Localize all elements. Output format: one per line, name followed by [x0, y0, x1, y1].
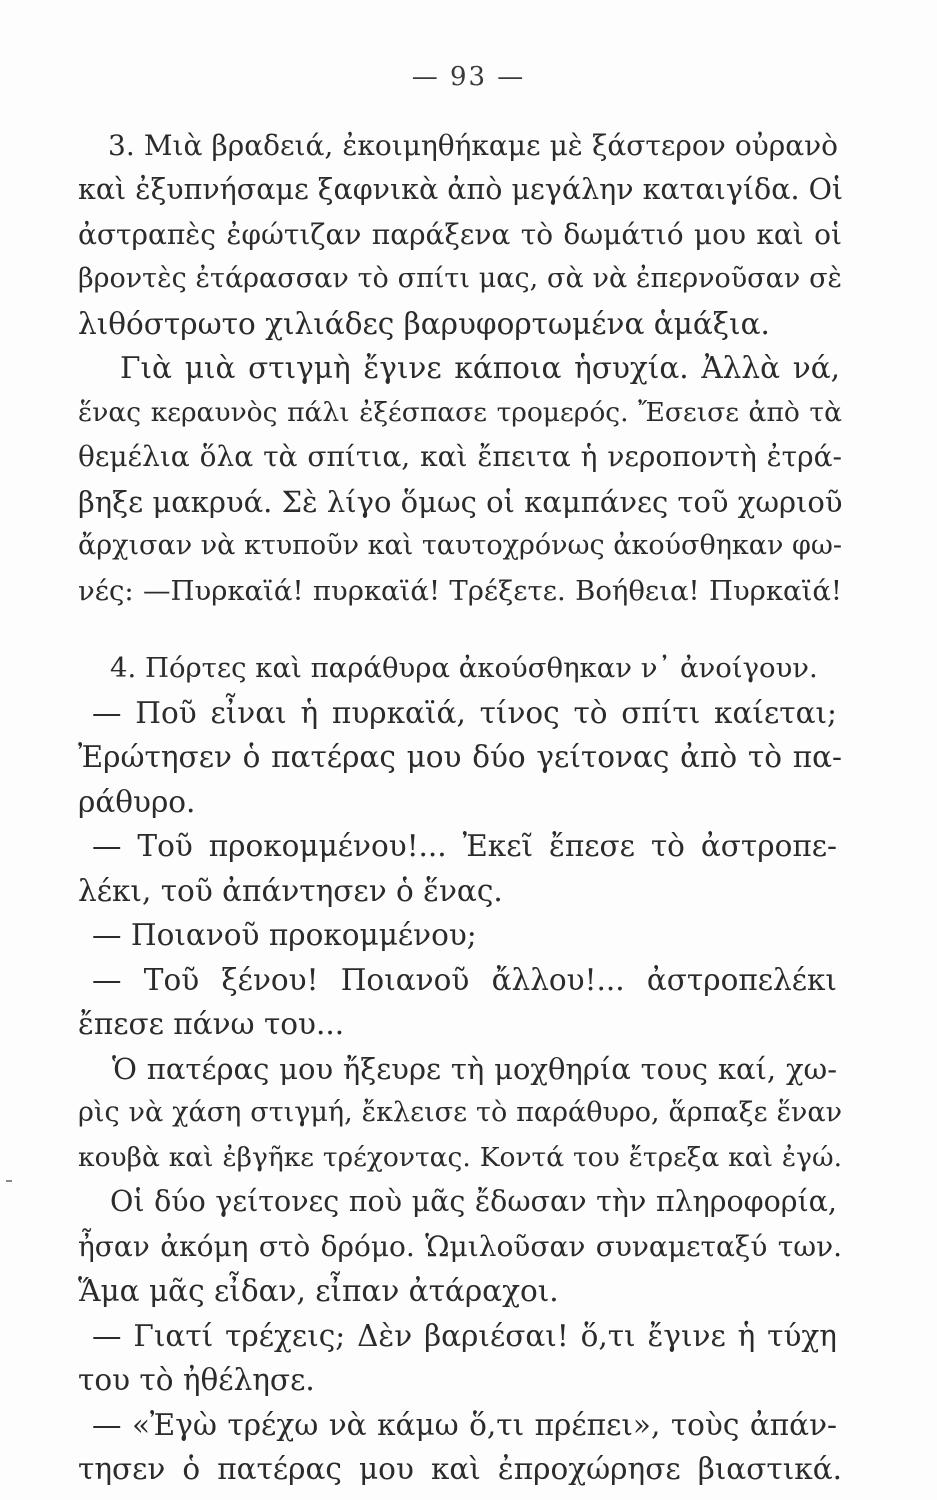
text-line: — «Ἐγὼ τρέχω νὰ κάμω ὅ,τι πρέπει», τοὺς ἀπάν- [92, 1408, 837, 1442]
text-line: Ἅμα μᾶς εἶδαν, εἶπαν ἀτάραχοι. [78, 1274, 559, 1308]
text-line: βροντὲς ἐτάρασσαν τὸ σπίτι μας, σὰ νὰ ἐπερνοῦσαν σὲ [78, 263, 842, 294]
text-line: — Τοῦ προκομμένου!... Ἐκεῖ ἔπεσε τὸ ἀστροπε- [92, 829, 837, 863]
text-line: θεμέλια ὅλα τὰ σπίτια, καὶ ἔπειτα ἡ νεροποντὴ ἐτρά- [78, 440, 842, 473]
text-line: — Γιατί τρέχεις; Δὲν βαριέσαι! ὅ,τι ἔγινε ἡ τύχη [92, 1319, 837, 1353]
text-line: νές: —Πυρκαϊά! πυρκαϊά! Τρέξετε. Βοήθεια! Πυρκαϊά! [78, 575, 842, 607]
text-line: 3. Μιὰ βραδειά, ἐκοιμηθήκαμε μὲ ξάστερον οὐρανὸ [108, 129, 838, 162]
text-line: — Ποιανοῦ προκομμένου; [92, 918, 477, 952]
text-line: — Ποῦ εἶναι ἡ πυρκαϊά, τίνος τὸ σπίτι καίεται; [92, 696, 837, 730]
text-line: του τὸ ἠθέλησε. [78, 1363, 315, 1397]
text-line: βηξε μακρυά. Σὲ λίγο ὅμως οἱ καμπάνες τοῦ χωριοῦ [78, 485, 843, 519]
text-line: ἕνας κεραυνὸς πάλι ἐξέσπασε τρομερός. Ἔσεισε ἀπὸ τὰ [78, 397, 842, 428]
text-line: καὶ ἐξυπνήσαμε ξαφνικὰ ἀπὸ μεγάλην καταιγίδα. Οἱ [78, 173, 844, 206]
text-line: 4. Πόρτες καὶ παράθυρα ἀκούσθηκαν ν᾽ ἀνοίγουν. [110, 652, 818, 684]
page-number: — 93 — [411, 62, 526, 92]
text-line: κουβὰ καὶ ἐβγῆκε τρέχοντας. Κοντά του ἔτρεξα καὶ ἐγώ. [78, 1142, 842, 1173]
text-line: ἔπεσε πάνω του... [78, 1007, 345, 1041]
text-line: — Τοῦ ξένου! Ποιανοῦ ἄλλου!... ἀστροπελέκι [92, 963, 837, 997]
scan-mark [6, 1180, 12, 1182]
text-line: Γιὰ μιὰ στιγμὴ ἔγινε κάποια ἡσυχία. Ἀλλὰ νά, [120, 351, 840, 385]
text-line: Ὁ πατέρας μου ἤξευρε τὴ μοχθηρία τους καί, χω- [112, 1052, 837, 1086]
text-line: Ἐρώτησεν ὁ πατέρας μου δύο γείτονας ἀπὸ τὸ πα- [78, 740, 842, 774]
text-line: ἄρχισαν νὰ κτυποῦν καὶ ταυτοχρόνως ἀκούσθηκαν φω- [78, 530, 843, 561]
text-line: λέκι, τοῦ ἀπάντησεν ὁ ἕνας. [78, 874, 503, 908]
text-line: τησεν ὁ πατέρας μου καὶ ἐπροχώρησε βιαστικά. [78, 1452, 842, 1486]
text-line: ἀστραπὲς ἐφώτιζαν παράξενα τὸ δωμάτιό μου καὶ οἱ [78, 218, 842, 251]
text-line: ράθυρο. [78, 785, 196, 819]
text-line: ρὶς νὰ χάση στιγμή, ἔκλεισε τὸ παράθυρο, ἅρπαξε ἕναν [78, 1097, 842, 1128]
text-line: Οἱ δύο γείτονες ποὺ μᾶς ἔδωσαν τὴν πληροφορία, [110, 1185, 837, 1218]
text-line: ἦσαν ἀκόμη στὸ δρόμο. Ὡμιλοῦσαν συναμεταξύ των. [78, 1230, 842, 1263]
text-line: λιθόστρωτο χιλιάδες βαρυφορτωμένα ἁμάξια. [78, 307, 770, 341]
